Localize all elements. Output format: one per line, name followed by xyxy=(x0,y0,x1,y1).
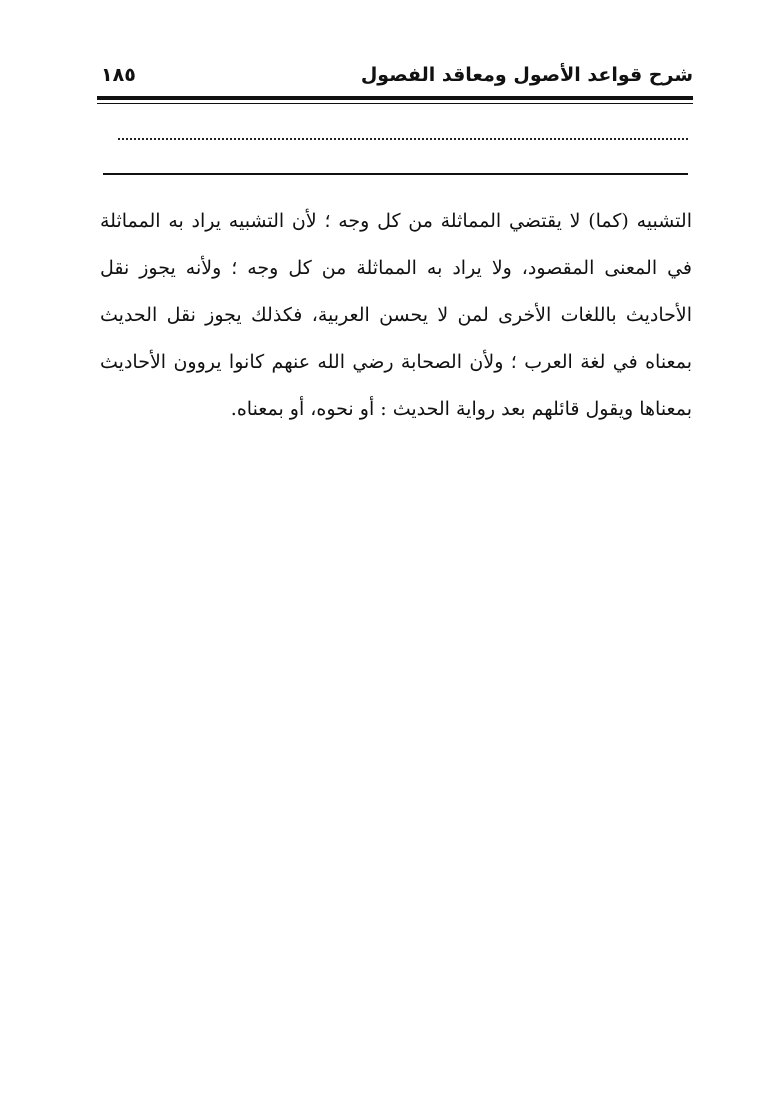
page-header xyxy=(97,60,693,96)
page-number: ١٨٥ xyxy=(101,64,136,86)
header-rule-thin xyxy=(97,103,693,104)
header-rule-thick xyxy=(97,96,693,100)
body-paragraph: التشبيه (كما) لا يقتضي المماثلة من كل وجه ؛ لأن التشبيه يراد به المماثلة في المعنى المقصود، ولا يراد به المماثلة من كل وجه ؛ ولأنه يجوز نقل الأحاديث باللغات الأخرى لمن لا يحسن العربية، فكذلك يجوز نقل الحديث بمعناه في لغة العرب ؛ ولأن الصحابة رضي الله عنهم كانوا يروون الأحاديث بمعناها ويقول قائلهم بعد رواية الحديث : أو نحوه، أو بمعناه. xyxy=(100,210,692,420)
running-title: شرح قواعد الأصول ومعاقد الفصول xyxy=(360,64,693,86)
dotted-ellipsis-line xyxy=(118,138,688,140)
section-separator xyxy=(103,173,688,175)
